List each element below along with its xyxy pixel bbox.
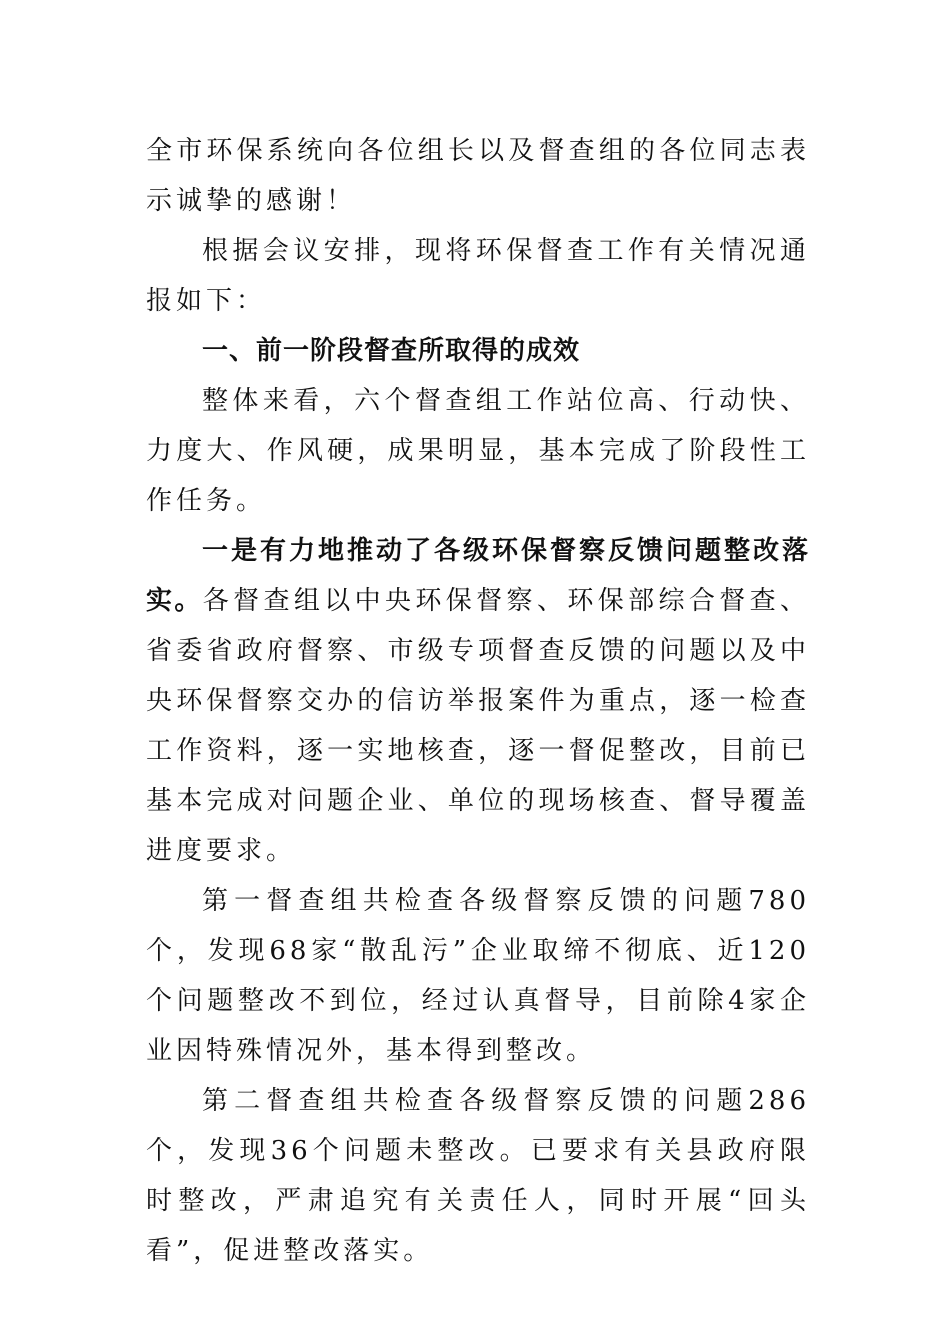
paragraph-group-1: 第一督查组共检查各级督察反馈的问题780个，发现68家“散乱污”企业取缔不彻底、近120个问题整改不到位，经过认真督导，目前除4家企业因特殊情况外，基本得到整改。 [146, 886, 810, 1066]
paragraph-overall: 整体来看，六个督查组工作站位高、行动快、力度大、作风硬，成果明显，基本完成了阶段性工作任务。 [146, 386, 810, 516]
paragraph-group-2: 第二督查组共检查各级督察反馈的问题286个，发现36个问题未整改。已要求有关县政府限时整改，严肃追究有关责任人，同时开展“回头看”，促进整改落实。 [146, 1086, 810, 1266]
point-1-body: 各督查组以中央环保督察、环保部综合督查、省委省政府督察、市级专项督查反馈的问题以及中央环保督察交办的信访举报案件为重点，逐一检查工作资料，逐一实地核查，逐一督促整改，目前已基本完成对问题企业、单位的现场核查、督导覆盖进度要求。 [146, 586, 810, 866]
paragraph-point-1 [146, 526, 810, 876]
document-body [146, 126, 810, 1276]
paragraph-intro: 根据会议安排，现将环保督查工作有关情况通报如下： [146, 236, 810, 316]
section-heading-1: 一、前一阶段督查所取得的成效 [202, 336, 581, 366]
point-1-lead: 一是有力地推动了各级环保督察反馈问题整改落实。 [146, 536, 810, 616]
paragraph-thanks: 全市环保系统向各位组长以及督查组的各位同志表示诚挚的感谢！ [146, 136, 810, 216]
